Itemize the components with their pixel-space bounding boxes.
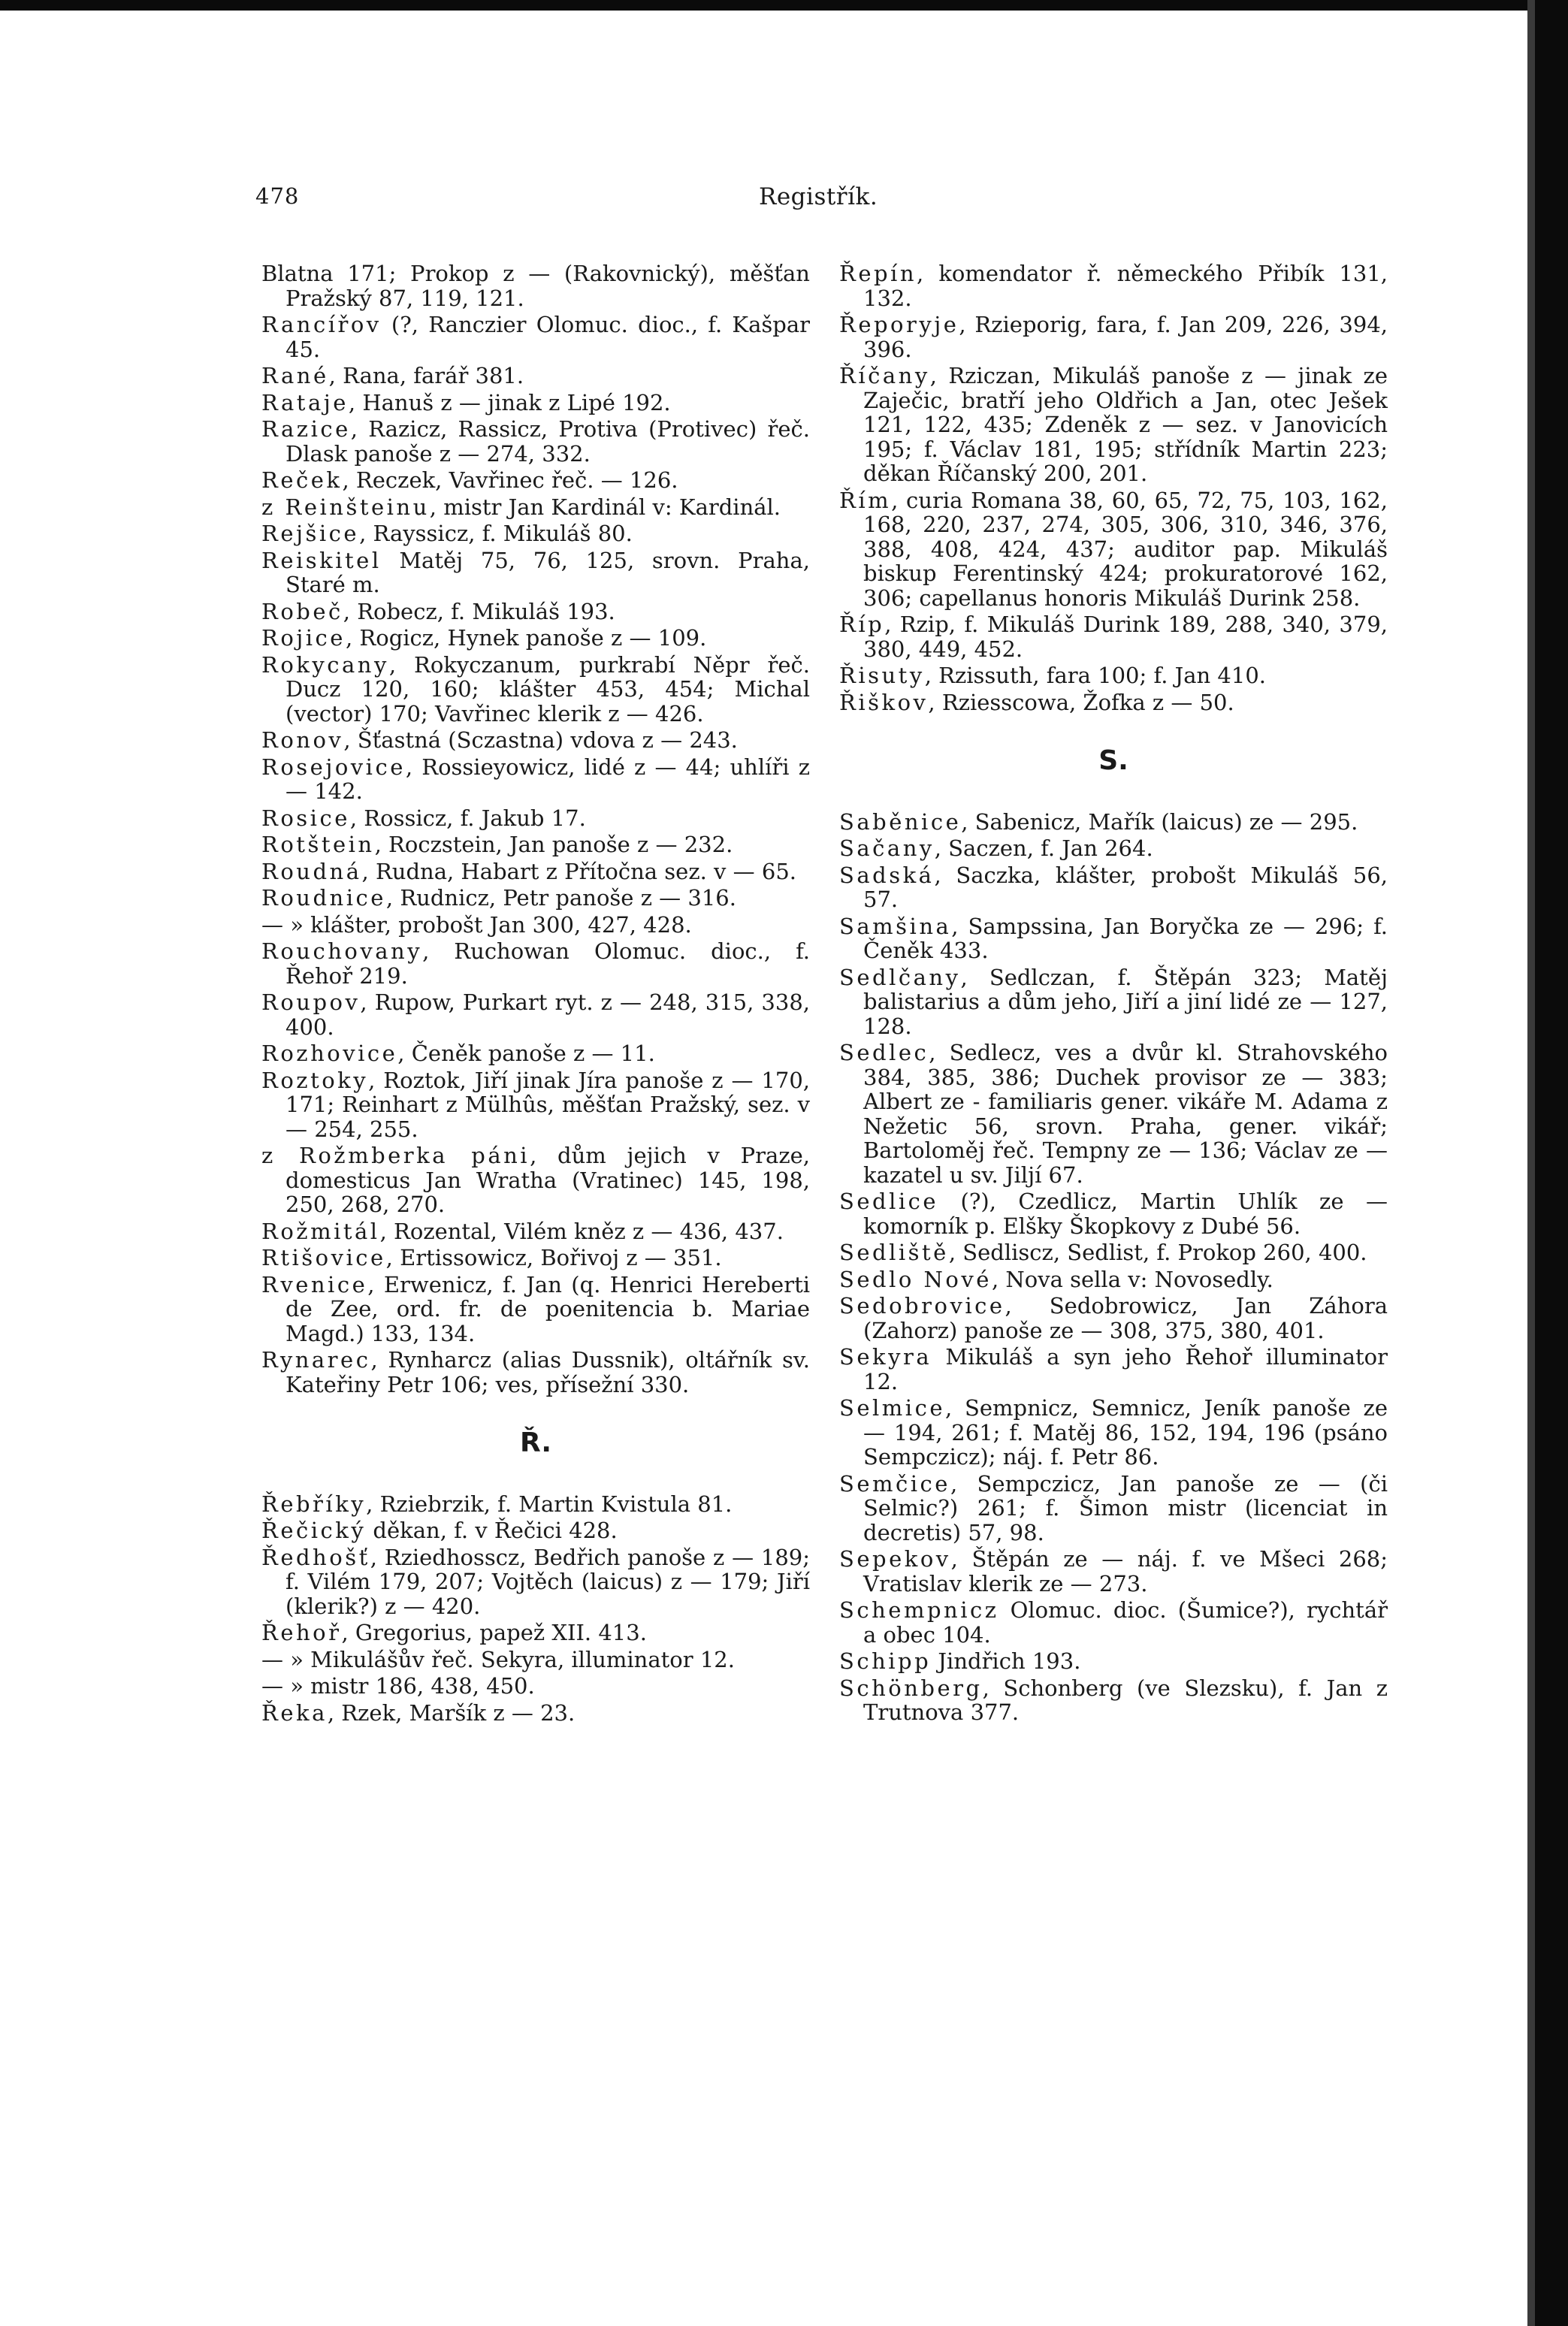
entry-headword: Semčice (839, 1470, 950, 1497)
entry-headword: Řisuty (839, 663, 925, 688)
register-entry (261, 1219, 810, 1244)
entry-headword: Ronov (261, 727, 344, 753)
entry-text: , Sempnicz, Semnicz, Jeník panoše ze — 194, 261; f. Matěj 86, 152, 194, 196 (psáno Sempczicz); náj. f. Petr 86. (863, 1395, 1388, 1470)
register-entry (261, 521, 810, 546)
entry-headword: Schempnicz (839, 1597, 999, 1623)
register-entry (839, 863, 1388, 912)
entry-text: , Rudnicz, Petr panoše z — 316. (385, 885, 736, 911)
register-entry (261, 600, 810, 624)
register-entry (839, 1396, 1388, 1470)
entry-text: — » mistr 186, 438, 450. (261, 1673, 535, 1699)
entry-text: Olomuc. dioc. (Šumice?), rychtář a obec 104. (863, 1597, 1388, 1648)
register-entry (839, 1472, 1388, 1545)
entry-headword: Razice (261, 416, 351, 442)
entry-headword: Rtišovice (261, 1245, 386, 1270)
entry-text: , Sedobrowicz, Jan Záhora (Zahorz) panoše ze — 308, 375, 380, 401. (863, 1293, 1388, 1343)
entry-headword: Schönberg (839, 1675, 983, 1701)
entry-text: , Saczka, klášter, probošt Mikuláš 56, 57. (863, 862, 1388, 912)
entry-headword: Řeporyje (839, 312, 959, 337)
entry-headword: Saběnice (839, 808, 962, 835)
register-entry (261, 653, 810, 726)
register-entry (839, 914, 1388, 963)
register-entry (261, 417, 810, 466)
entry-headword: Sadská (839, 862, 935, 888)
register-entry (261, 939, 810, 988)
entry-text: , Sempczicz, Jan panoše ze — (či Selmic?) 261; f. Šimon mistr (licenciat in decretis) 57, 98. (863, 1470, 1388, 1545)
entry-headword: Sedlo Nové (839, 1266, 992, 1292)
entry-text: , Šťastná (Sczastna) vdova z — 243. (343, 727, 738, 753)
register-entry (261, 1348, 810, 1397)
entry-text: , Ruchowan Olomuc. dioc., f. Řehoř 219. (286, 938, 810, 989)
entry-text: , Sedlecz, ves a dvůr kl. Strahovského 384, 385, 386; Duchek provisor ze — 383; Albert ze - familiaris gener. vikáře M. Adama z Nežetic 56, srovn. Praha, gener. vikář; Bartoloměj řeč. Tempny ze — 136; Václav ze — kazatel u sv. Jiljí 67. (863, 1040, 1388, 1188)
entry-headword: Řehoř (261, 1620, 342, 1645)
register-entry (839, 1345, 1388, 1394)
entry-text: , Saczen, f. Jan 264. (934, 835, 1153, 861)
entry-text: , Robecz, f. Mikuláš 193. (343, 598, 615, 624)
register-entry (261, 913, 810, 938)
register-entry (839, 1240, 1388, 1265)
entry-text: Mikuláš a syn jeho Řehoř illuminator 12. (863, 1344, 1388, 1394)
entry-text: , Ertissowicz, Bořivoj z — 351. (385, 1245, 722, 1270)
register-entry (261, 1648, 810, 1672)
entry-headword: Říp (839, 612, 885, 637)
entry-headword: Reček (261, 467, 343, 493)
entry-text: Blatna 171; Prokop z — (Rakovnický), měšťan Pražský 87, 119, 121. (261, 261, 810, 311)
entry-text: , Rozental, Vilém kněz z — 436, 437. (379, 1218, 784, 1244)
register-entry (261, 468, 810, 493)
register-entry (261, 1246, 810, 1270)
entry-headword: Rotštein (261, 832, 375, 857)
register-entry (839, 1676, 1388, 1725)
register-entry (261, 990, 810, 1039)
entry-text: , Rziesscowa, Žofka z — 50. (928, 689, 1234, 715)
register-entry (839, 836, 1388, 861)
entry-text: , Rokyczanum, purkrabí Něpr řeč. Ducz 120, 160; klášter 453, 454; Michal (vector) 170; Vavřinec klerik z — 426. (286, 651, 810, 726)
entry-headword: Sačany (839, 835, 935, 861)
left-column (261, 261, 810, 1727)
right-entries-a (839, 261, 1388, 714)
entry-headword: Rancířov (261, 312, 382, 337)
entry-headword: Rokycany (261, 651, 389, 678)
entry-text: , Rzek, Maršík z — 23. (327, 1699, 576, 1726)
entry-headword: Sedlčany (839, 964, 961, 990)
entry-headword: Rataje (261, 389, 349, 415)
left-entries-b (261, 1492, 810, 1726)
entry-text: , Rossicz, f. Jakub 17. (349, 805, 586, 831)
register-entry (839, 690, 1388, 715)
register-entry (261, 886, 810, 911)
entry-text: , Rzieporig, fara, f. Jan 209, 226, 394, 396. (863, 312, 1388, 362)
entry-headword: Samšina (839, 913, 952, 939)
register-entry (839, 1547, 1388, 1596)
register-entry (261, 1273, 810, 1346)
entry-headword: Rosejovice (261, 754, 406, 780)
entry-headword: Sedlec (839, 1040, 929, 1065)
register-entry (839, 261, 1388, 310)
entry-text: , Rziebrzik, f. Martin Kvistula 81. (366, 1491, 733, 1517)
entry-text: , komendator ř. německého Přibík 131, 132. (863, 261, 1388, 311)
register-entry (261, 859, 810, 884)
entry-headword: Rojice (261, 625, 346, 651)
entry-text: , Štěpán ze — náj. f. ve Mšeci 268; Vratislav klerik ze — 273. (863, 1546, 1388, 1596)
register-entry (261, 1041, 810, 1066)
register-entry (839, 364, 1388, 486)
entry-headword: Rané (261, 363, 329, 388)
entry-text: , Rossieyowicz, lidé z — 44; uhlíři z — 142. (286, 754, 810, 804)
entry-text: (?, Ranczier Olomuc. dioc., f. Kašpar 45. (286, 312, 810, 362)
running-head: Registřík. (759, 183, 878, 210)
entry-headword: Sedlice (839, 1189, 939, 1214)
entry-text: , Reczek, Vavřinec řeč. — 126. (342, 467, 678, 493)
register-entry (839, 313, 1388, 361)
scan-border-top (0, 0, 1568, 11)
entry-text: , Hanuš z — jinak z Lipé 192. (348, 389, 671, 415)
register-entry (261, 1492, 810, 1517)
entry-text: , Sedlczan, f. Štěpán 323; Matěj balistarius a dům jeho, Jiří a jiní lidé ze — 127, 128. (863, 964, 1388, 1039)
entry-headword: Rosice (261, 805, 350, 831)
entry-text: , Nova sella v: Novosedly. (991, 1266, 1273, 1292)
entry-headword: Rynarec (261, 1347, 371, 1373)
register-entry (261, 1701, 810, 1726)
register-entry (261, 364, 810, 388)
entry-text: , Gregorius, papež XII. 413. (341, 1620, 647, 1645)
register-entry (261, 495, 810, 520)
entry-headword: Rozhovice (261, 1041, 398, 1066)
entry-text: , Sabenicz, Mařík (laicus) ze — 295. (961, 808, 1358, 835)
entry-text: , mistr Jan Kardinál v: Kardinál. (429, 494, 781, 520)
entry-text: , Razicz, Rassicz, Protiva (Protivec) řeč. Dlask panoše z — 274, 332. (286, 416, 810, 467)
register-entry (261, 1621, 810, 1645)
entry-headword: Řečický (261, 1518, 367, 1543)
entry-text: (?), Czedlicz, Martin Uhlík ze — komorník p. Elšky Škopkovy z Dubé 56. (863, 1189, 1388, 1239)
register-entry (839, 1598, 1388, 1647)
register-entry (261, 1674, 810, 1699)
register-entry (839, 1294, 1388, 1343)
register-entry (261, 755, 810, 804)
register-entry (839, 1649, 1388, 1674)
entry-text: , Schonberg (ve Slezsku), f. Jan z Trutnova 377. (863, 1675, 1388, 1725)
entry-headword: Řebříky (261, 1491, 367, 1517)
register-entry (261, 1143, 810, 1217)
register-entry (261, 313, 810, 361)
register-entry (839, 1267, 1388, 1292)
entry-headword: Rvenice (261, 1271, 368, 1297)
entry-text: , Rziczan, Mikuláš panoše z — jinak ze Zaječic, bratří jeho Oldřich a Jan, otec Ješek 121, 122, 435; Zdeněk z — sez. v Janovicích 195; f. Václav 181, 195; střídník Martin 223; děkan Říčanský 200, 201. (863, 363, 1388, 486)
register-entry (839, 1189, 1388, 1238)
register-entry (261, 391, 810, 415)
entry-headword: Rouchovany (261, 938, 423, 964)
register-entry (261, 1518, 810, 1543)
entry-headword: Sedobrovice (839, 1293, 1005, 1319)
section-heading-r-caron: Ř. (519, 1427, 552, 1458)
entry-text: , Sedliscz, Sedlist, f. Prokop 260, 400. (948, 1240, 1367, 1265)
right-entries-b (839, 810, 1388, 1725)
entry-text: , Čeněk panoše z — 11. (397, 1041, 655, 1066)
entry-text: , Sampssina, Jan Boryčka ze — 296; f. Čeněk 433. (863, 913, 1388, 963)
entry-headword: Sedliště (839, 1240, 949, 1265)
entry-text: , Rzissuth, fara 100; f. Jan 410. (924, 663, 1267, 688)
entry-text: , Roztok, Jiří jinak Jíra panoše z — 170, 171; Reinhart z Mülhûs, měšťan Pražský, sez. v — 254, 255. (286, 1067, 810, 1142)
entry-headword: Roudnice (261, 885, 386, 911)
entry-headword: Řeka (261, 1699, 328, 1726)
register-entry (261, 548, 810, 597)
entry-text: , Rzip, f. Mikuláš Durink 189, 288, 340, 379, 380, 449, 452. (863, 612, 1388, 662)
page-number: 478 (255, 183, 300, 209)
register-entry (839, 1041, 1388, 1187)
register-entry (261, 832, 810, 857)
entry-headword: Ředhošť (261, 1544, 370, 1570)
entry-text: , Rudna, Habart z Přítočna sez. v — 65. (361, 858, 796, 884)
register-entry (261, 261, 810, 310)
entry-text: , Rziedhosscz, Bedřich panoše z — 189; f. Vilém 179, 207; Vojtěch (laicus) z — 179; Jiří (klerik?) z — 420. (286, 1544, 810, 1619)
entry-headword: Roztoky (261, 1067, 369, 1093)
entry-headword: z Reinšteinu (261, 494, 430, 520)
right-column (839, 261, 1388, 1727)
entry-text: — » Mikulášův řeč. Sekyra, illuminator 12. (261, 1646, 735, 1672)
register-entry (839, 810, 1388, 835)
section-heading-s: S. (1098, 745, 1128, 776)
entry-text: Jindřich 193. (931, 1648, 1081, 1674)
entry-headword: Selmice (839, 1395, 945, 1421)
register-entry (839, 663, 1388, 688)
entry-text: , Rana, farář 381. (328, 363, 524, 388)
scan-border-right (1535, 0, 1568, 2326)
entry-headword: Rejšice (261, 521, 360, 546)
entry-text: , Rayssicz, f. Mikuláš 80. (359, 521, 633, 546)
register-entry (839, 488, 1388, 611)
register-entry (261, 626, 810, 651)
entry-headword: Řepín (839, 261, 917, 286)
entry-text: , dům jejich v Praze, domesticus Jan Wratha (Vratinec) 145, 198, 250, 268, 270. (286, 1143, 810, 1217)
register-entry (839, 612, 1388, 661)
entry-headword: Rožmitál (261, 1218, 380, 1244)
left-entries-a (261, 261, 810, 1397)
entry-text: — » klášter, probošt Jan 300, 427, 428. (261, 911, 692, 938)
scan-border-right-shadow (1527, 0, 1535, 2326)
entry-headword: Sepekov (839, 1546, 951, 1572)
entry-text: děkan, f. v Řečici 428. (366, 1518, 618, 1543)
entry-headword: z Rožmberka páni (261, 1143, 530, 1168)
entry-headword: Roudná (261, 858, 362, 884)
entry-text: , curia Romana 38, 60, 65, 72, 75, 103, 162, 168, 220, 237, 274, 305, 306, 310, 346, 376, 388, 408, 424, 437; auditor pap. Mikuláš biskup Ferentinský 424; prokuratorové 162, 306; capellanus honoris Mikuláš Durink 258. (863, 487, 1388, 611)
entry-text: , Rupow, Purkart ryt. z — 248, 315, 338, 400. (286, 989, 810, 1040)
entry-headword: Řiškov (839, 689, 929, 715)
register-entry (261, 806, 810, 831)
entry-text: , Rynharcz (alias Dussnik), oltářník sv. Kateřiny Petr 106; ves, přísežní 330. (286, 1347, 810, 1397)
entry-headword: Robeč (261, 598, 343, 624)
entry-headword: Řím (839, 487, 892, 513)
register-entry (261, 1545, 810, 1619)
entry-text: , Rogicz, Hynek panoše z — 109. (345, 625, 707, 651)
entry-text: Matěj 75, 76, 125, srovn. Praha, Staré m. (286, 547, 810, 597)
register-entry (839, 965, 1388, 1039)
entry-headword: Schipp (839, 1648, 932, 1674)
entry-headword: Roupov (261, 989, 361, 1015)
entry-text: , Erwenicz, f. Jan (q. Henrici Hereberti de Zee, ord. fr. de poenitencia b. Mariae Magd.) 133, 134. (286, 1271, 810, 1346)
entry-headword: Reiskitel (261, 547, 382, 573)
entry-text: , Roczstein, Jan panoše z — 232. (374, 832, 733, 857)
register-entry (261, 1068, 810, 1142)
register-entry (261, 728, 810, 753)
entry-headword: Říčany (839, 363, 930, 388)
entry-headword: Sekyra (839, 1344, 932, 1370)
